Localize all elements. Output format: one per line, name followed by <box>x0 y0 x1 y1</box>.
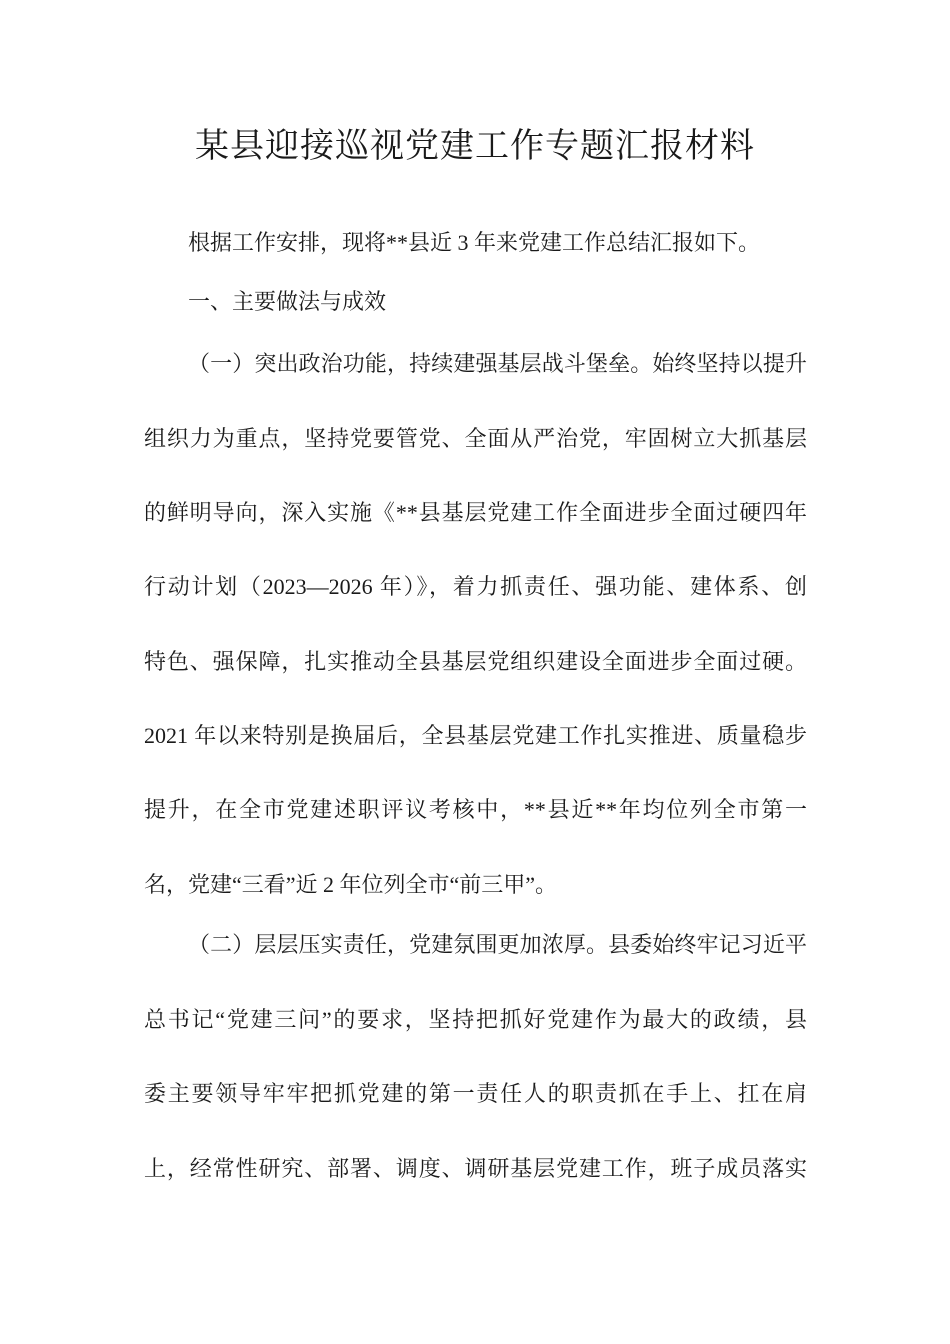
paragraph1-line-3: 的鲜明导向，深入实施《**县基层党建工作全面进步全面过硬四年 <box>144 500 807 525</box>
paragraph1-line-6: 2021 年以来特别是换届后，全县基层党建工作扎实推进、质量稳步 <box>144 723 807 748</box>
paragraph1-line-7: 提升，在全市党建述职评议考核中，**县近**年均位列全市第一 <box>144 797 807 822</box>
paragraph2-line-3: 委主要领导牢牢把抓党建的第一责任人的职责抓在手上、扛在肩 <box>144 1081 807 1106</box>
paragraph2-line-1: （二）层层压实责任，党建氛围更加浓厚。县委始终牢记习近平 <box>188 932 807 957</box>
document-title: 某县迎接巡视党建工作专题汇报材料 <box>195 128 755 165</box>
paragraph2-line-2: 总书记“党建三问”的要求，坚持把抓好党建作为最大的政绩，县 <box>144 1007 807 1032</box>
paragraph1-line-1: （一）突出政治功能，持续建强基层战斗堡垒。始终坚持以提升 <box>188 351 807 376</box>
paragraph2-line-4: 上，经常性研究、部署、调度、调研基层党建工作，班子成员落实 <box>144 1156 807 1181</box>
paragraph1-line-5: 特色、强保障，扎实推动全县基层党组织建设全面进步全面过硬。 <box>144 649 807 674</box>
section-heading: 一、主要做法与成效 <box>188 289 387 314</box>
intro-paragraph-line: 根据工作安排，现将**县近 3 年来党建工作总结汇报如下。 <box>188 230 761 255</box>
paragraph1-line-2: 组织力为重点，坚持党要管党、全面从严治党，牢固树立大抓基层 <box>144 426 807 451</box>
paragraph1-line-8: 名，党建“三看”近 2 年位列全市“前三甲”。 <box>144 872 558 897</box>
paragraph1-line-4: 行动计划（2023—2026 年）》，着力抓责任、强功能、建体系、创 <box>144 574 807 599</box>
